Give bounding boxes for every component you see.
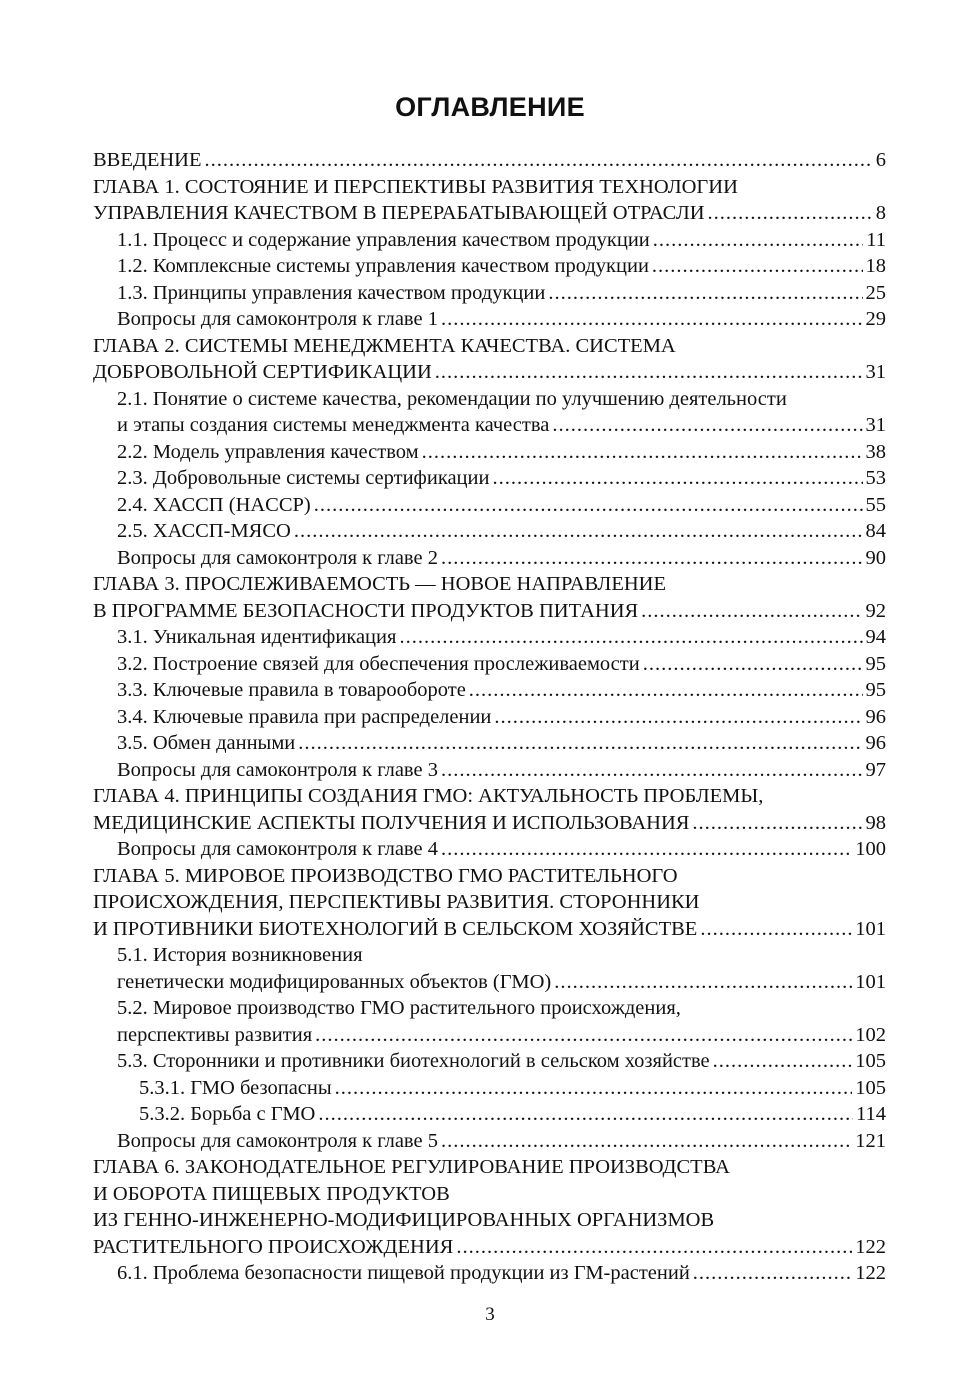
dot-leader	[700, 916, 852, 943]
toc-entry-text: 3.4. Ключевые правила при распределении	[117, 705, 492, 728]
table-of-contents	[93, 147, 886, 1287]
dot-leader	[492, 465, 862, 492]
toc-entry-text: перспективы развития	[117, 1023, 313, 1046]
dot-leader	[399, 624, 862, 651]
toc-entry	[93, 624, 886, 651]
dot-leader	[653, 227, 863, 254]
toc-entry-text: ПРОИСХОЖДЕНИЯ, ПЕРСПЕКТИВЫ РАЗВИТИЯ. СТОРОННИКИ	[93, 891, 700, 913]
toc-entry	[93, 333, 886, 360]
toc-entry-page: 25	[865, 281, 886, 304]
dot-leader	[652, 253, 863, 280]
toc-entry	[93, 810, 886, 837]
toc-entry-page: 55	[865, 493, 886, 516]
toc-entry	[93, 174, 886, 201]
toc-entry-page: 94	[865, 626, 886, 648]
toc-entry-text: УПРАВЛЕНИЯ КАЧЕСТВОМ В ПЕРЕРАБАТЫВАЮЩЕЙ ОТРАСЛИ	[93, 202, 705, 224]
dot-leader	[643, 651, 863, 678]
dot-leader	[205, 147, 873, 174]
toc-entry-page: 101	[855, 970, 886, 993]
toc-entry-text: 1.2. Комплексные системы управления качеством продукции	[117, 255, 649, 277]
toc-entry	[93, 465, 886, 492]
toc-entry	[93, 253, 886, 280]
toc-entry-page: 121	[855, 1129, 886, 1152]
dot-leader	[441, 757, 863, 784]
toc-entry-text: 2.4. ХАССП (HACCP)	[117, 493, 311, 516]
toc-entry-page: 38	[865, 440, 886, 463]
toc-entry-text: ГЛАВА 3. ПРОСЛЕЖИВАЕМОСТЬ — НОВОЕ НАПРАВЛЕНИЕ	[93, 573, 666, 595]
toc-entry-text: В ПРОГРАММЕ БЕЗОПАСНОСТИ ПРОДУКТОВ ПИТАНИЯ	[93, 599, 639, 622]
toc-entry	[93, 1154, 886, 1181]
toc-entry-text: ГЛАВА 1. СОСТОЯНИЕ И ПЕРСПЕКТИВЫ РАЗВИТИЯ ТЕХНОЛОГИИ	[93, 175, 738, 198]
toc-entry-page: 8	[875, 202, 886, 224]
toc-entry-text: 5.1. История возникновения	[117, 944, 363, 966]
toc-entry-text: ГЛАВА 2. СИСТЕМЫ МЕНЕДЖМЕНТА КАЧЕСТВА. СИСТЕМА	[93, 334, 676, 357]
toc-entry	[93, 1128, 886, 1155]
dot-leader	[693, 1260, 852, 1287]
toc-entry-text: генетически модифицированных объектов (ГМО)	[117, 970, 552, 993]
toc-entry-text: Вопросы для самоконтроля к главе 2	[117, 546, 438, 569]
toc-entry-text: 3.1. Уникальная идентификация	[117, 626, 397, 648]
dot-leader	[713, 1048, 853, 1075]
toc-entry	[93, 518, 886, 545]
dot-leader	[298, 730, 862, 757]
toc-entry	[93, 1260, 886, 1287]
toc-entry-page: 100	[855, 838, 886, 860]
toc-entry-text: Вопросы для самоконтроля к главе 3	[117, 758, 438, 781]
toc-entry-text: 5.3.2. Борьба с ГМО	[139, 1103, 316, 1125]
toc-entry-text: Вопросы для самоконтроля к главе 5	[117, 1129, 438, 1152]
toc-entry	[93, 1181, 886, 1208]
toc-entry-page: 92	[865, 599, 886, 622]
toc-entry	[93, 280, 886, 307]
toc-entry-page: 114	[856, 1103, 886, 1125]
toc-entry-page: 96	[865, 732, 886, 754]
dot-leader	[314, 492, 863, 519]
toc-entry-page: 98	[865, 811, 886, 834]
toc-entry-text: 1.3. Принципы управления качеством продукции	[117, 281, 546, 304]
toc-entry-text: 3.3. Ключевые правила в товарообороте	[117, 679, 466, 701]
toc-entry-text: Вопросы для самоконтроля к главе 1	[117, 308, 438, 330]
toc-entry	[93, 1022, 886, 1049]
toc-entry-page: 90	[865, 546, 886, 569]
dot-leader	[554, 969, 852, 996]
toc-entry	[93, 677, 886, 704]
toc-entry-text: ВВЕДЕНИЕ	[93, 149, 202, 171]
toc-entry-text: 1.1. Процесс и содержание управления качеством продукции	[117, 228, 650, 251]
toc-entry	[93, 492, 886, 519]
toc-entry-page: 105	[855, 1050, 886, 1072]
page-number: 3	[485, 1304, 495, 1325]
dot-leader	[548, 280, 862, 307]
toc-entry	[93, 916, 886, 943]
toc-entry-text: 5.3. Сторонники и противники биотехнологий в сельском хозяйстве	[117, 1050, 710, 1072]
dot-leader	[422, 439, 863, 466]
toc-entry-text: ДОБРОВОЛЬНОЙ СЕРТИФИКАЦИИ	[93, 361, 432, 383]
toc-entry-page: 95	[865, 652, 886, 675]
dot-leader	[708, 200, 873, 227]
toc-entry-text: Вопросы для самоконтроля к главе 4	[117, 838, 438, 860]
toc-entry	[93, 147, 886, 174]
toc-entry-text: 3.2. Построение связей для обеспечения прослеживаемости	[117, 652, 640, 675]
toc-entry-page: 31	[865, 361, 886, 383]
dot-leader	[441, 836, 852, 863]
toc-entry-page: 11	[866, 228, 886, 251]
toc-entry-text: 6.1. Проблема безопасности пищевой продукции из ГМ-растений	[117, 1262, 690, 1284]
toc-entry-text: 2.3. Добровольные системы сертификации	[117, 467, 490, 489]
toc-entry	[93, 598, 886, 625]
toc-entry-page: 105	[855, 1076, 886, 1099]
toc-entry	[93, 1234, 886, 1261]
dot-leader	[692, 810, 862, 837]
toc-entry	[93, 306, 886, 333]
toc-entry-page: 29	[865, 308, 886, 330]
toc-entry-page: 18	[865, 255, 886, 277]
toc-entry-text: и этапы создания системы менеджмента качества	[117, 414, 550, 436]
toc-entry-text: ГЛАВА 4. ПРИНЦИПЫ СОЗДАНИЯ ГМО: АКТУАЛЬНОСТЬ ПРОБЛЕМЫ,	[93, 785, 764, 807]
toc-entry	[93, 1207, 886, 1234]
toc-entry-page: 53	[865, 467, 886, 489]
toc-entry	[93, 995, 886, 1022]
toc-entry-page: 97	[865, 758, 886, 781]
toc-entry	[93, 651, 886, 678]
toc-entry-text: 5.2. Мировое производство ГМО растительного происхождения,	[117, 997, 681, 1019]
toc-entry-page: 6	[875, 149, 886, 171]
toc-entry-text: 2.5. ХАССП-МЯСО	[117, 520, 291, 542]
dot-leader	[315, 1022, 852, 1049]
dot-leader	[441, 545, 863, 572]
toc-entry-page: 84	[865, 520, 886, 542]
dot-leader	[641, 598, 862, 625]
toc-entry-text: И ПРОТИВНИКИ БИОТЕХНОЛОГИЙ В СЕЛЬСКОМ ХОЗЯЙСТВЕ	[93, 917, 698, 940]
toc-entry-page: 122	[855, 1235, 886, 1258]
toc-entry-text: МЕДИЦИНСКИЕ АСПЕКТЫ ПОЛУЧЕНИЯ И ИСПОЛЬЗОВАНИЯ	[93, 811, 690, 834]
toc-entry	[93, 783, 886, 810]
dot-leader	[494, 704, 862, 731]
dot-leader	[435, 359, 863, 386]
page-title: ОГЛАВЛЕНИЕ	[395, 92, 585, 122]
toc-entry-page: 95	[865, 679, 886, 701]
toc-entry	[93, 889, 886, 916]
toc-entry-text: И ОБОРОТА ПИЩЕВЫХ ПРОДУКТОВ	[93, 1182, 450, 1205]
toc-entry	[93, 1048, 886, 1075]
dot-leader	[294, 518, 863, 545]
toc-entry	[93, 571, 886, 598]
toc-entry	[93, 836, 886, 863]
toc-entry-text: 2.1. Понятие о системе качества, рекомендации по улучшению деятельности	[117, 387, 787, 410]
toc-entry-page: 96	[865, 705, 886, 728]
toc-entry	[93, 730, 886, 757]
toc-entry-text: 2.2. Модель управления качеством	[117, 440, 419, 463]
dot-leader	[441, 1128, 852, 1155]
toc-entry	[93, 545, 886, 572]
toc-entry-text: 3.5. Обмен данными	[117, 732, 296, 754]
dot-leader	[469, 677, 863, 704]
toc-entry	[93, 1075, 886, 1102]
toc-entry-text: ГЛАВА 6. ЗАКОНОДАТЕЛЬНОЕ РЕГУЛИРОВАНИЕ ПРОИЗВОДСТВА	[93, 1156, 730, 1178]
toc-entry-page: 102	[855, 1023, 886, 1046]
toc-entry-text: ГЛАВА 5. МИРОВОЕ ПРОИЗВОДСТВО ГМО РАСТИТЕЛЬНОГО	[93, 864, 678, 887]
dot-leader	[441, 306, 863, 333]
dot-leader	[318, 1101, 853, 1128]
toc-entry	[93, 704, 886, 731]
toc-entry	[93, 359, 886, 386]
dot-leader	[552, 412, 862, 439]
toc-entry-page: 122	[855, 1262, 886, 1284]
toc-entry	[93, 863, 886, 890]
toc-entry	[93, 439, 886, 466]
toc-entry	[93, 942, 886, 969]
toc-entry	[93, 1101, 886, 1128]
toc-entry-page: 101	[855, 917, 886, 940]
toc-entry-text: 5.3.1. ГМО безопасны	[139, 1076, 332, 1099]
toc-entry	[93, 386, 886, 413]
toc-entry	[93, 412, 886, 439]
dot-leader	[456, 1234, 852, 1261]
toc-entry	[93, 227, 886, 254]
toc-entry-text: ИЗ ГЕННО-ИНЖЕНЕРНО-МОДИФИЦИРОВАННЫХ ОРГАНИЗМОВ	[93, 1209, 715, 1231]
toc-entry-page: 31	[865, 414, 886, 436]
toc-entry-text: РАСТИТЕЛЬНОГО ПРОИСХОЖДЕНИЯ	[93, 1235, 454, 1258]
toc-entry	[93, 757, 886, 784]
toc-entry	[93, 200, 886, 227]
dot-leader	[335, 1075, 853, 1102]
toc-entry	[93, 969, 886, 996]
